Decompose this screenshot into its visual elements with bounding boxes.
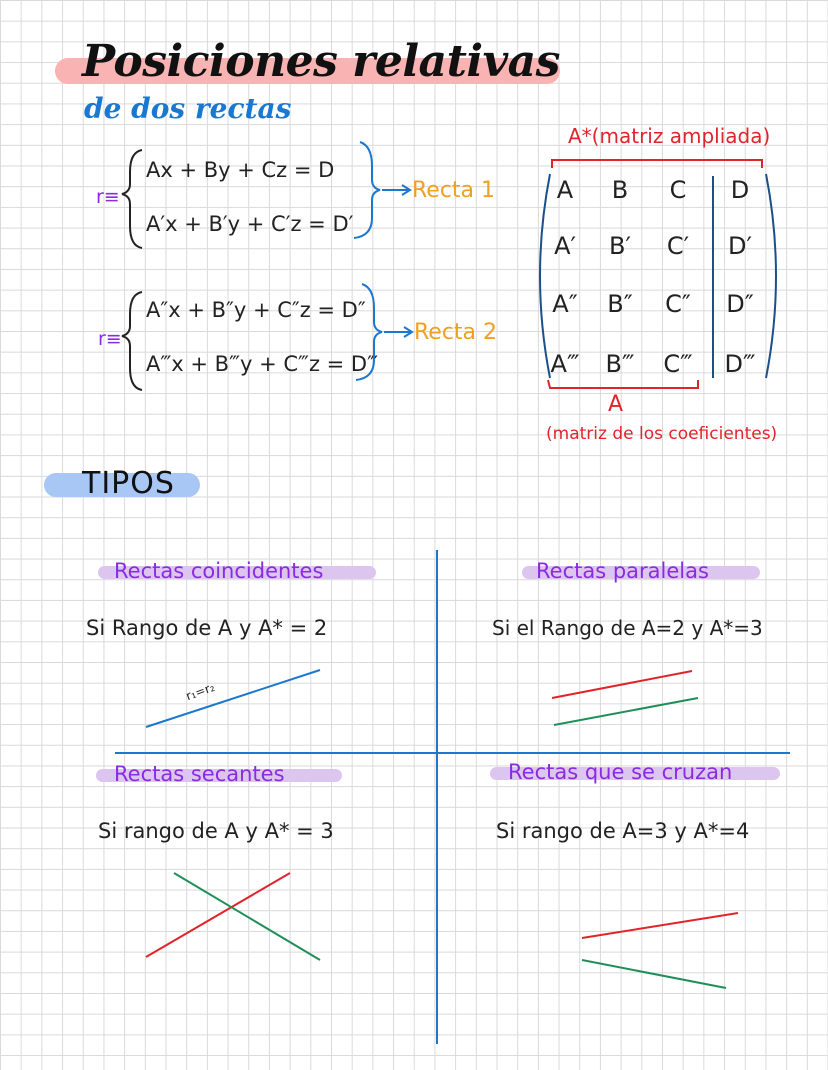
matrix-cell-1-3: C	[669, 176, 687, 204]
page-subtitle: de dos rectas	[84, 92, 292, 125]
matrix-cell-1-4: D	[730, 176, 750, 204]
matrix-right-paren	[766, 174, 776, 378]
matrix-cell-1-2: B	[611, 176, 629, 204]
system1-label: r≡	[96, 186, 120, 208]
system1-eq2: A′x + B′y + C′z = D′	[146, 212, 354, 236]
parallel-line-red	[552, 671, 692, 698]
system2-eq1: A″x + B″y + C″z = D″	[146, 298, 366, 322]
coef-matrix-brace	[548, 380, 698, 388]
recta2-label: Recta 2	[414, 320, 498, 345]
recta1-label: Recta 1	[412, 178, 496, 203]
secantes-condition: Si rango de A y A* = 3	[98, 819, 334, 843]
extended-matrix-label: A*(matriz ampliada)	[568, 124, 771, 148]
system2-right-brace	[356, 284, 382, 380]
extended-matrix-brace	[552, 160, 762, 168]
matrix-cell-2-2: B′	[609, 232, 631, 260]
matrix-left-paren	[540, 174, 550, 378]
types-heading: TIPOS	[82, 466, 175, 501]
cruzan-condition: Si rango de A=3 y A*=4	[496, 819, 750, 843]
matrix-cell-4-4: D‴	[724, 350, 756, 378]
matrix-cell-2-1: A′	[554, 232, 576, 260]
coincident-line-label: r₁=r₂	[184, 679, 217, 704]
skew-line-green	[582, 960, 726, 988]
matrix-cell-2-4: D′	[728, 232, 752, 260]
skew-line-red	[582, 913, 738, 938]
paralelas-condition: Si el Rango de A=2 y A*=3	[492, 616, 763, 640]
matrix-cell-2-3: C′	[666, 232, 690, 260]
system1-right-brace	[354, 142, 380, 238]
coef-matrix-label: (matriz de los coeficientes)	[546, 424, 778, 444]
coincidentes-title: Rectas coincidentes	[114, 559, 324, 583]
system2-eq2: A‴x + B‴y + C‴z = D‴	[146, 352, 379, 376]
system1-left-brace	[122, 150, 142, 248]
secant-line-red	[146, 873, 290, 957]
coincidentes-condition: Si Rango de A y A* = 2	[86, 616, 328, 640]
matrix-cell-3-2: B″	[607, 290, 633, 318]
matrix-cell-3-1: A″	[552, 290, 578, 318]
system1-eq1: Ax + By + Cz = D	[146, 158, 335, 182]
parallel-line-green	[554, 698, 698, 725]
page-title: Posiciones relativas	[82, 36, 560, 87]
matrix-cell-4-2: B‴	[605, 350, 635, 378]
matrix-cell-4-1: A‴	[550, 350, 580, 378]
coincident-line	[146, 670, 320, 727]
secantes-title: Rectas secantes	[114, 762, 285, 786]
coef-matrix-letter: A	[608, 392, 624, 417]
secant-line-green	[174, 873, 320, 960]
matrix-cell-3-4: D″	[726, 290, 754, 318]
cruzan-title: Rectas que se cruzan	[508, 760, 733, 784]
paralelas-title: Rectas paralelas	[536, 559, 709, 583]
system2-label: r≡	[98, 328, 122, 350]
system2-left-brace	[122, 292, 142, 390]
matrix-cell-1-1: A	[556, 176, 574, 204]
matrix-cell-4-3: C‴	[663, 350, 693, 378]
matrix-cell-3-3: C″	[665, 290, 691, 318]
